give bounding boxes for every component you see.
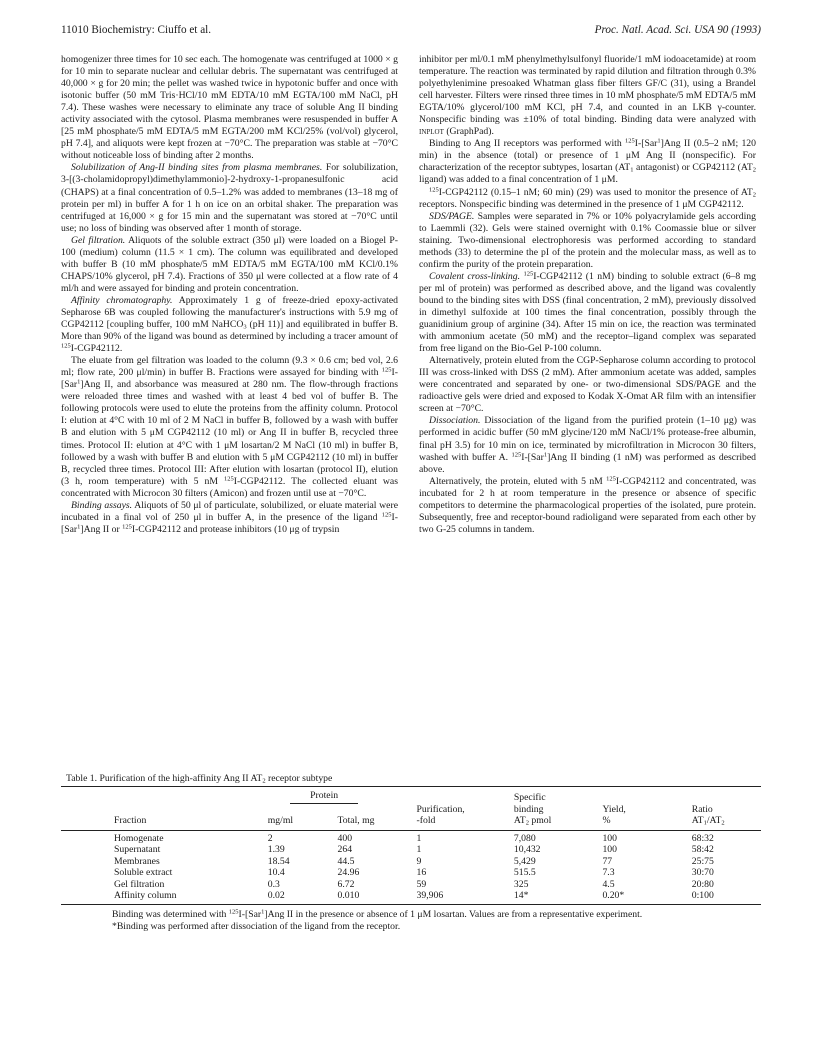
table-cell-mgml: 0.02 <box>267 890 285 901</box>
paragraph: homogenizer three times for 10 sec each. The homogenate was centrifuged at 1000 × g for 10 min to separate nuclear and cellular debris. The supernatant was centrifuged at 40,000 × g for 20 min; the pellet was washed twice in hypotonic buffer and once with isotonic buffer (50 mM Tris·HCl/10 mM EDTA/10 mM EGTA/100 mM NaCl, pH 7.4). These washes were necessary to eliminate any trace of soluble Ang II binding activity associated with the cytosol. Plasma membranes were resuspended in buffer A [25 mM phosphate/5 mM EDTA/5 mM EGTA/200 mM KCl/25% (vol/vol) glycerol, pH 7.4], and aliquots were kept frozen at −70°C. The preparation was stable at −70°C without noticeable loss of binding after 2 months. <box>61 54 398 162</box>
table-cell-mgml: 10.4 <box>267 867 285 878</box>
table-cell-yield: 100 <box>602 844 617 855</box>
table-1 <box>61 773 761 933</box>
paragraph-cross-linking: Covalent cross-linking. $^{125}$I-CGP42112 (1 nM) binding to soluble extract (6–8 mg per ml of protein) was performed as described above, and the ligand was covalently bound to the binding sites with DSS (final concentration, 2 mM), previously dissolved in dimethyl sulfoxide at 100 times the final concentration, possibly through the guanidinium group of arginine (34). After 15 min on ice, the reaction was terminated with ammonium acetate (50 mM) and the receptor–ligand complex was separated from free ligand on the Bio-Gel P-100 column. <box>419 270 757 355</box>
paragraph-gel-filtration: Gel filtration. Aliquots of the soluble extract (350 μl) were loaded on a Biogel P-100 (medium) column (11.5 × 1 cm). The column was equilibrated and developed with buffer B (10 mM phosphate/5 mM EDTA/5 mM EGTA/100 mM KCl/0.1% CHAPS/10% glycerol, pH 7.4). Fractions of 350 μl were collected at a flow rate of 4 ml/h and were assayed for binding and protein concentration. <box>61 234 399 294</box>
table-cell-fraction: Supernatant <box>114 844 161 855</box>
table-row <box>61 867 761 879</box>
section-heading: Gel filtration. <box>71 234 126 246</box>
table-cell-total: 400 <box>337 832 353 844</box>
table-cell-total: 24.96 <box>337 867 360 878</box>
paragraph: Alternatively, the protein, eluted with 5 nM $^{125}$I-CGP42112 and concentrated, was incubated for 2 h at room temperature in the presence or absence of specific competitors to determine the pharmacological properties of the isolated, pure protein. Subsequently, free and receptor-bound radioligand were separated from each other by two G-25 columns in tandem. <box>419 475 756 535</box>
table-cell-purif: 9 <box>416 855 422 867</box>
header-left: 11010 Biochemistry: Ciuffo et al. <box>61 24 212 36</box>
table-cell-spec: 10,432 <box>513 844 541 855</box>
section-heading: SDS/PAGE. <box>429 210 475 222</box>
paragraph-eluate: The eluate from gel filtration was loaded to the column (9.3 × 0.6 cm; bed vol, 2.6 ml; flow rate, 200 μl/min) in buffer B. Fractions were assayed for binding with $^{125}$I-[Sar$^1$]Ang II, and absorbance was measured at 280 nm. The flow-through fractions were reloaded three times and washed with at least 4 bed vol of buffer B. The following protocols were used to elute the proteins from the affinity column. Protocol I: elution at 4°C with 10 ml of 2 M NaCl in buffer B, followed by a wash with buffer B and elution with 5 μM CGP42112 (10 ml) or Ang II in buffer B, recycled three times. Protocol II: elution at 4°C with 1 μM losartan/2 M NaCl (10 ml) in buffer B, followed by a wash with buffer B and elution with 5 μM CGP42112 (10 ml) in buffer B, recycled three times. Protocol III: After elution with losartan (protocol II), elution (3 h, room temperature) with 5 nM $^{125}$I-CGP42112. The collected eluant was concentrated with Microcon 30 filters (Amicon) and frozen until use at −70°C. <box>61 355 398 499</box>
paragraph-dissociation: Dissociation. Dissociation of the ligand from the purified protein (1–10 μg) was performed in acidic buffer (50 mM glycine/120 mM NaCl/1% protease-free albumin, final pH 3.5) for 10 min on ice, terminated by microfiltration in Microcon 30 filters, washed with buffer A. $^{125}$I-[Sar$^1$]Ang II binding (1 nM) was performed as described above. <box>419 415 756 475</box>
right-column <box>419 54 756 536</box>
table-cell-fraction: Soluble extract <box>114 867 173 878</box>
table-cell-ratio: 0:100 <box>691 890 714 901</box>
paragraph: inhibitor per ml/0.1 mM phenylmethylsulfonyl fluoride/1 mM iodoacetamide) at room temperature. The reaction was terminated by rapid dilution and filtration through 0.3% polyethylenimine presoaked Whatman glass fiber filters GF/C (31), using a Brandel cell harvester. Filters were rinsed three times in 10 mM phosphate/5 mM EDTA/5 mM EGTA/10% glycerol/100 mM KCl, pH 7.4, and counted in an LKB γ-counter. Nonspecific binding was ±10% of total binding. Binding data were analyzed with inplot (GraphPad). <box>419 54 756 138</box>
table-row <box>61 856 761 868</box>
table-cell-purif: 59 <box>416 878 427 890</box>
column-header-mgml: mg/ml <box>267 815 294 826</box>
running-header <box>61 24 761 38</box>
table-cell-total: 264 <box>337 844 353 855</box>
table-footnote-asterisk: *Binding was performed after dissociation of the ligand from the receptor. <box>112 920 401 932</box>
column-header-purification: -fold <box>416 815 436 826</box>
column-header-fraction: Fraction <box>114 815 147 826</box>
header-journal: Proc. Natl. Acad. Sci. USA 90 (1993) <box>594 24 761 36</box>
column-header-yield: % <box>602 815 611 826</box>
column-header-specific-binding: $AT_2$ pmol <box>513 815 552 827</box>
table-cell-yield: 0.20* <box>602 890 625 901</box>
table-cell-fraction: Homogenate <box>114 832 164 844</box>
table-footnotes <box>61 909 761 933</box>
table-cell-spec: 325 <box>513 878 529 890</box>
table-cell-mgml: 0.3 <box>267 878 280 890</box>
table-header-row <box>61 815 761 830</box>
column-header-ratio: $AT_1/AT_2$ <box>691 815 725 827</box>
table-cell-fraction: Affinity column <box>114 890 177 901</box>
table-cell-yield: 77 <box>602 855 613 867</box>
table-footnote: Binding was determined with $^{125}$I-[Sar$^1$]Ang II in the presence or absence of 1 μM losartan. Values are from a representative experiment. <box>112 908 643 920</box>
table-header-row: Protein Specific <box>61 787 761 804</box>
table-row <box>61 844 761 856</box>
table-cell-spec: 14* <box>513 890 529 901</box>
table-cell-mgml: 18.54 <box>267 855 290 867</box>
table-caption: Table 1. Purification of the high-affinity Ang II $AT_2$ receptor subtype <box>66 773 333 785</box>
paragraph-affinity: Affinity chromatography. Approximately 1 g of freeze-dried epoxy-activated Sepharose 6B was coupled following the manufacturer's instructions with 5.9 mg of CGP42112 [coupling buffer, 100 mM NaHCO$_3$ (pH 11)] and equilibrated in buffer B. More than 90% of the ligand was bound as determined by including a tracer amount of $^{125}$I-CGP42112. <box>61 294 398 355</box>
table-bottom-rule <box>61 904 761 905</box>
table-cell-total: 6.72 <box>337 878 355 890</box>
table-cell-mgml: 1.39 <box>267 844 285 855</box>
paragraph-solubilization: Solubilization of Ang-II binding sites from plasma membranes. For solubilization, 3-[(3-cholamidopropyl)dimethylammonio]-2-hydroxy-1-propanesulfonic acid (CHAPS) at a final concentration of 0.5–1.2% was added to membranes (13–18 mg of protein per ml) in buffer A for 1 h on ice on an orbital shaker. The preparation was centrifuged at 16,000 × g for 15 min and the supernatant was stored at −70°C until use; no loss of binding was observed after 1 month of storage. <box>61 162 398 234</box>
section-heading: Dissociation. <box>429 415 481 427</box>
table-cell-purif: 1 <box>416 832 422 844</box>
section-heading: Affinity chromatography. <box>71 294 173 306</box>
table-cell-purif: 1 <box>416 844 422 855</box>
column-header-total: Total, mg <box>337 815 375 826</box>
table-cell-mgml: 2 <box>267 832 273 844</box>
table-header-row: Purification, binding Yield, Ratio <box>416 803 713 815</box>
table-row <box>61 879 761 891</box>
table-cell-total: 44.5 <box>337 855 355 867</box>
paragraph: $^{125}$I-CGP42112 (0.15–1 nM; 60 min) (29) was used to monitor the presence of $AT_2$ receptors. Nonspecific binding was determined in the presence of 1 μM CGP42112. <box>419 186 756 210</box>
table-row <box>61 890 761 902</box>
section-heading: Binding assays. <box>71 499 133 511</box>
table-cell-yield: 100 <box>602 832 617 844</box>
table-cell-spec: 7,080 <box>513 832 536 844</box>
paragraph-binding-assays: Binding assays. Aliquots of 50 μl of particulate, solubilized, or eluate material were incubated in a final vol of 250 μl in buffer A, in the presence of the ligand $^{125}$I-[Sar$^1$]Ang II or $^{125}$I-CGP42112 and protease inhibitors (10 μg of trypsin <box>61 499 398 535</box>
table-cell-spec: 515.5 <box>513 867 536 878</box>
paragraph-sds-page: SDS/PAGE. Samples were separated in 7% or 10% polyacrylamide gels according to Laemmli (32). Gels were stained overnight with 0.1% Coomassie blue or silver staining. Two-dimensional electrophoresis was performed according to standard methods (33) to determine the pI of the protein and the molecular mass, as well as to confirm the purity of the protein preparation. <box>419 210 756 270</box>
table-cell-ratio: 25:75 <box>691 855 714 867</box>
table-row <box>61 833 761 845</box>
table-cell-spec: 5,429 <box>513 855 536 867</box>
table-cell-yield: 4.5 <box>602 878 615 890</box>
section-heading: Covalent cross-linking. <box>429 270 521 282</box>
table-cell-ratio: 20:80 <box>691 878 714 890</box>
paragraph: Binding to Ang II receptors was performed with $^{125}$I-[Sar$^1$]Ang II (0.5–2 nM; 120 min) in the absence (total) or presence of 1 μM Ang II (nonspecific). For characterization of the receptor subtypes, losartan ($AT_1$ antagonist) or CGP42112 ($AT_2$ ligand) was added to a final concentration of 1 μM. <box>419 137 756 186</box>
purification-table <box>61 787 761 902</box>
table-cell-purif: 39,906 <box>416 890 444 901</box>
table-cell-total: 0.010 <box>337 890 360 901</box>
table-cell-ratio: 68:32 <box>691 832 714 844</box>
left-column <box>61 54 398 536</box>
table-cell-purif: 16 <box>416 867 427 878</box>
table-cell-fraction: Gel filtration <box>114 878 165 890</box>
paragraph: Alternatively, protein eluted from the CGP-Sepharose column according to protocol III was cross-linked with DSS (2 mM). After ammonium acetate was added, samples were concentrated and separated by one- or two-dimensional SDS/PAGE and the radioactive gels were dried and exposed to Kodak X-Omat AR film with an intensifier screen at −70°C. <box>419 355 756 415</box>
table-cell-yield: 7.3 <box>602 867 615 878</box>
section-heading: Solubilization of Ang-II binding sites from plasma membranes. <box>71 162 323 174</box>
protein-group-header: Protein <box>290 790 358 804</box>
table-cell-fraction: Membranes <box>114 855 160 867</box>
table-cell-ratio: 30:70 <box>691 867 714 878</box>
table-cell-ratio: 58:42 <box>691 844 714 855</box>
